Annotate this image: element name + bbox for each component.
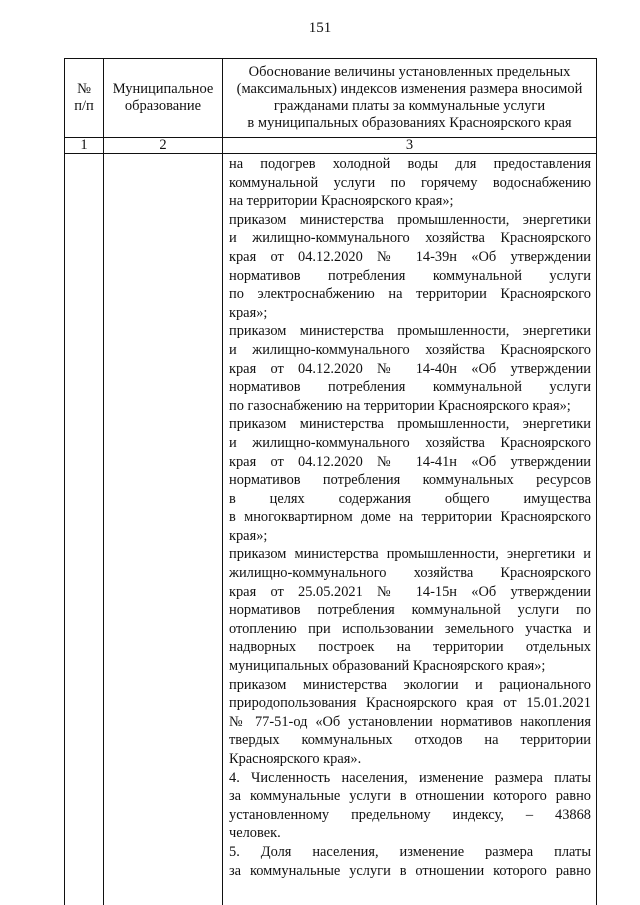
text-line: и жилищно-коммунального хозяйства Красноярского: [229, 341, 591, 358]
table-top-border: [64, 58, 596, 59]
text-line: края»;: [229, 304, 268, 321]
table-right-border: [596, 58, 597, 905]
header-municipality-line: Муниципальное: [112, 81, 214, 97]
table-left-border: [64, 58, 65, 905]
text-line: № 77-51-од «Об установлении нормативов накопления: [229, 713, 591, 730]
text-line: 4. Численность населения, изменение размера платы: [229, 769, 591, 786]
column-number-3: 3: [405, 137, 414, 153]
text-line: нормативов потребления коммунальной услуги: [229, 379, 591, 396]
text-line: твердых коммунальных отходов на территории: [229, 732, 591, 749]
text-line: за коммунальные услуги в отношении которого равно: [229, 788, 591, 805]
text-line: края от 04.12.2020 № 14-41н «Об утверждении: [229, 453, 591, 470]
text-line: приказом министерства промышленности, энергетики: [229, 211, 591, 228]
header-cell-justification: [223, 64, 596, 132]
header-justification-line: (максимальных) индексов изменения размера вносимой: [236, 81, 583, 97]
text-line: приказом министерства промышленности, энергетики: [229, 416, 591, 433]
text-line: по газоснабжению на территории Красноярского края»;: [229, 397, 571, 414]
text-line: коммунальной услуги по горячему водоснабжению: [229, 174, 591, 191]
column-number-1: 1: [80, 137, 88, 153]
text-line: на территории Красноярского края»;: [229, 193, 454, 210]
text-line: отоплению при использовании земельного участка и: [229, 620, 591, 637]
text-line: края от 25.05.2021 № 14-15н «Об утверждении: [229, 583, 591, 600]
text-line: на подогрев холодной воды для предоставления: [229, 156, 591, 172]
text-line: в целях содержания общего имущества: [229, 490, 591, 507]
header-cell-number: [65, 81, 103, 115]
column-divider-2: [222, 58, 223, 905]
text-line: нормативов потребления коммунальной услуги по: [229, 602, 591, 619]
header-justification-line: гражданами платы за коммунальные услуги: [273, 98, 546, 114]
column-number-2: 2: [159, 137, 167, 153]
text-line: природопользования Красноярского края от 15.01.2021: [229, 695, 591, 712]
text-line: края»;: [229, 527, 268, 544]
text-line: приказом министерства промышленности, энергетики: [229, 323, 591, 340]
text-line: в многоквартирном доме на территории Красноярского: [229, 509, 591, 526]
header-number-line: №: [77, 81, 91, 97]
text-line: человек.: [229, 825, 281, 842]
text-line: муниципальных образований Красноярского края»;: [229, 658, 546, 675]
page-number: 151: [308, 20, 332, 36]
text-line: нормативов потребления коммунальных ресурсов: [229, 472, 591, 489]
header-justification-line: Обоснование величины установленных предельных: [248, 64, 571, 80]
text-line: жилищно-коммунального хозяйства Красноярского: [229, 565, 591, 582]
text-line: и жилищно-коммунального хозяйства Красноярского: [229, 434, 591, 451]
text-line: края от 04.12.2020 № 14-39н «Об утверждении: [229, 248, 591, 265]
text-line: края от 04.12.2020 № 14-40н «Об утверждении: [229, 360, 591, 377]
column-numbers-bottom-border: [64, 153, 596, 154]
text-line: по электроснабжению на территории Красноярского: [229, 286, 591, 303]
header-cell-municipality: [104, 81, 222, 115]
text-line: 5. Доля населения, изменение размера платы: [229, 843, 591, 860]
text-line: установленному предельному индексу, – 43868: [229, 806, 591, 823]
text-line: приказом министерства экологии и рационального: [229, 676, 591, 693]
header-municipality-line: образование: [124, 98, 202, 114]
header-justification-line: в муниципальных образованиях Красноярского края: [247, 115, 572, 131]
text-line: нормативов потребления коммунальной услуги: [229, 267, 591, 284]
text-line: Красноярского края».: [229, 751, 362, 767]
column-divider-1: [103, 58, 104, 905]
text-line: приказом министерства промышленности, энергетики и: [229, 546, 591, 563]
text-line: за коммунальные услуги в отношении которого равно: [229, 862, 591, 879]
header-number-line: п/п: [74, 98, 94, 114]
text-line: надворных построек на территории отдельных: [229, 639, 591, 656]
text-line: и жилищно-коммунального хозяйства Красноярского: [229, 230, 591, 247]
justification-text: [229, 155, 591, 880]
